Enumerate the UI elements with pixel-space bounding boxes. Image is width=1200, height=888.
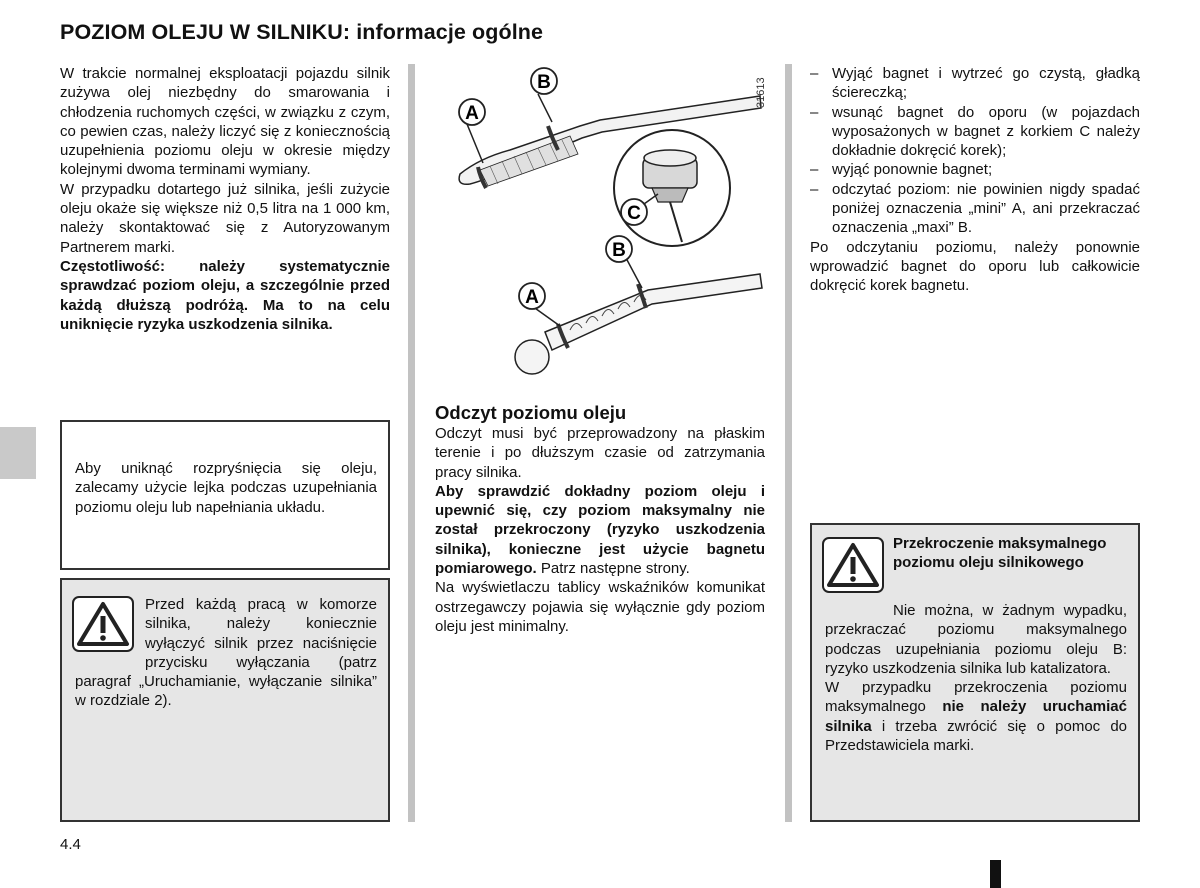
note-box [60, 420, 390, 570]
middle-paragraph-2 [435, 482, 765, 578]
column-divider-left [408, 64, 415, 822]
step-item: – odczytać poziom: nie powinien nigdy spadać poniżej oznaczenia „mini” A, ani przekraczać oznaczenia „maxi” B. [810, 180, 1140, 237]
middle-paragraph-1: Odczyt musi być przeprowadzony na płaskim terenie i po dłuższym czasie od zatrzymania pracy silnika. [435, 425, 765, 481]
dipstick-illustration [420, 62, 780, 392]
warning-triangle-icon [822, 537, 884, 593]
middle-paragraph-2-bold: Aby sprawdzić dokładny poziom oleju i upewnić się, czy poziom maksymalny nie został przekroczony (ryzyko uszkodzenia silnika), konieczne jest użycie bagnetu pomiarowego. [435, 482, 765, 578]
label-b-upper: B [537, 72, 551, 93]
label-b-lower: B [612, 240, 626, 261]
right-after-paragraph: Po odczytaniu poziomu, należy ponownie wprowadzić bagnet do oporu lub całkowicie dokręcić korek bagnetu. [810, 238, 1140, 295]
page-number: 4.4 [60, 836, 81, 853]
warning-box-engine-off [60, 578, 390, 822]
middle-paragraph-2-normal: Patrz następne strony. [536, 560, 690, 578]
label-a-upper: A [465, 103, 479, 124]
middle-column [435, 402, 765, 636]
step-item: – wsunąć bagnet do oporu (w pojazdach wyposażonych w bagnet z korkiem C należy dokładnie dokręcić korek); [810, 103, 1140, 160]
figure-reference-number: 31613 [755, 77, 767, 108]
middle-column-text [435, 424, 765, 636]
warning-box-2-paragraph-1: Nie można, w żadnym wypadku, przekraczać poziomu maksymalnego podczas uzupełniania poziomu oleju B: ryzyko uszkodzenia silnika lub katalizatora. [825, 602, 1127, 677]
warning-box-overfill [810, 523, 1140, 822]
warning-box-2-heading: Przekroczenie maksymalnego poziomu oleju silnikowego [893, 535, 1107, 572]
column-divider-right [785, 64, 792, 822]
left-paragraph-frequency: Częstotliwość: należy systematycznie sprawdzać poziom oleju, a szczególnie przed każdą dłuższą podróżą. Ma to na celu uniknięcie ryzyka uszkodzenia silnika. [60, 257, 390, 333]
label-a-lower: A [525, 287, 539, 308]
chapter-tab [0, 427, 36, 479]
warning-box-2-text [825, 601, 1127, 755]
label-c: C [627, 203, 641, 224]
left-column-text [60, 64, 390, 334]
step-item: – wyjąć ponownie bagnet; [810, 161, 993, 179]
step-item: – Wyjąć bagnet i wytrzeć go czystą, gładką ściereczką; [810, 65, 1140, 102]
warning-box-1-text [75, 595, 377, 711]
left-paragraph-1: W trakcie normalnej eksploatacji pojazdu silnik zużywa olej niezbędny do smarowania i chłodzenia ruchomych części, w związku z czym, co pewien czas, należy liczyć się z koniecznością uzupełnienia poziomu oleju w okresie między kolejnymi dwoma terminami wymiany. [60, 65, 390, 179]
left-paragraph-2: W przypadku dotartego już silnika, jeśli zużycie oleju okaże się większe niż 0,5 litra na 1 000 km, należy skontaktować się z Autoryzowanym Partnerem marki. [60, 180, 390, 256]
warning-box-1-body: Przed każdą pracą w komorze silnika, należy koniecznie wyłączyć silnik przez naciśnięcie przycisku wyłączania (patrz paragraf „Uruchamianie, wyłączanie silnika” w rozdziale 2). [75, 596, 377, 710]
middle-paragraph-3: Na wyświetlaczu tablicy wskaźników komunikat ostrzegawczy pojawia się wyłącznie gdy poziom oleju jest minimalny. [435, 579, 765, 635]
section-heading: Odczyt poziomu oleju [435, 402, 627, 423]
crop-mark [990, 860, 1001, 888]
page-title: POZIOM OLEJU W SILNIKU: informacje ogólne [60, 20, 544, 44]
right-column-text [810, 64, 1140, 296]
note-box-text: Aby uniknąć rozpryśnięcia się oleju, zalecamy użycie lejka podczas uzupełniania poziomu oleju lub napełniania układu. [75, 460, 377, 516]
warning-box-2-paragraph-2: W przypadku przekroczenia poziomu maksymalnego nie należy uruchamiać silnika i trzeba zwrócić się o pomoc do Przedstawiciela marki. [825, 679, 1127, 755]
